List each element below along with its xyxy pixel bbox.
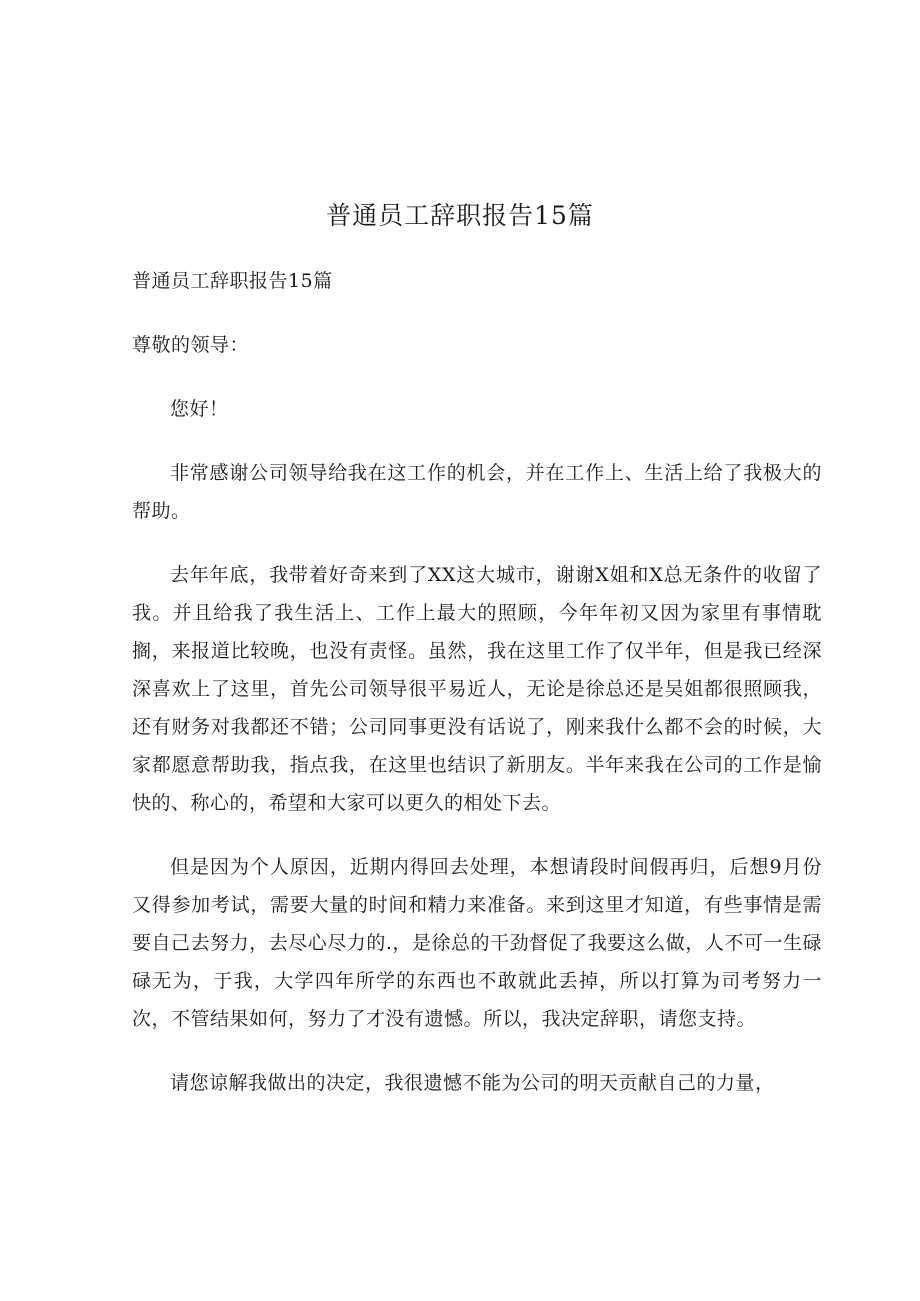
- paragraph-thanks: 非常感谢公司领导给我在这工作的机会，并在工作上、生活上给了我极大的帮助。: [132, 462, 822, 522]
- document-title: 普通员工辞职报告15篇: [326, 201, 594, 230]
- greeting: 您好！: [170, 398, 229, 420]
- paragraph-reason: 但是因为个人原因，近期内得回去处理，本想请段时间假再归，后想9月份又得参加考试，需要大量的时间和精力来准备。来到这里才知道，有些事情是需要自己去努力，去尽心尽力的.，是徐总的干劲督促了我要这么做，人不可一生碌碌无为，于我，大学四年所学的东西也不敢就此丢掉，所以打算为司考努力一次，不管结果如何，努力了才没有遗憾。所以，我决定辞职，请您支持。: [132, 856, 822, 1030]
- document-subtitle: 普通员工辞职报告15篇: [132, 270, 333, 292]
- paragraph-experience: 去年年底，我带着好奇来到了XX这大城市，谢谢X姐和X总无条件的收留了我。并且给我了我生活上、工作上最大的照顾，今年年初又因为家里有事情耽搁，来报道比较晚，也没有责怪。虽然，我在这里工作了仅半年，但是我已经深深喜欢上了这里，首先公司领导很平易近人，无论是徐总还是吴姐都很照顾我，还有财务对我都还不错；公司同事更没有话说了，刚来我什么都不会的时候，大家都愿意帮助我，指点我，在这里也结识了新朋友。半年来我在公司的工作是愉快的、称心的，希望和大家可以更久的相处下去。: [132, 564, 822, 814]
- paragraph-apology: 请您谅解我做出的决定，我很遗憾不能为公司的明天贡献自己的力量，: [170, 1072, 775, 1094]
- salutation: 尊敬的领导：: [132, 334, 250, 356]
- document-body: [132, 262, 822, 1128]
